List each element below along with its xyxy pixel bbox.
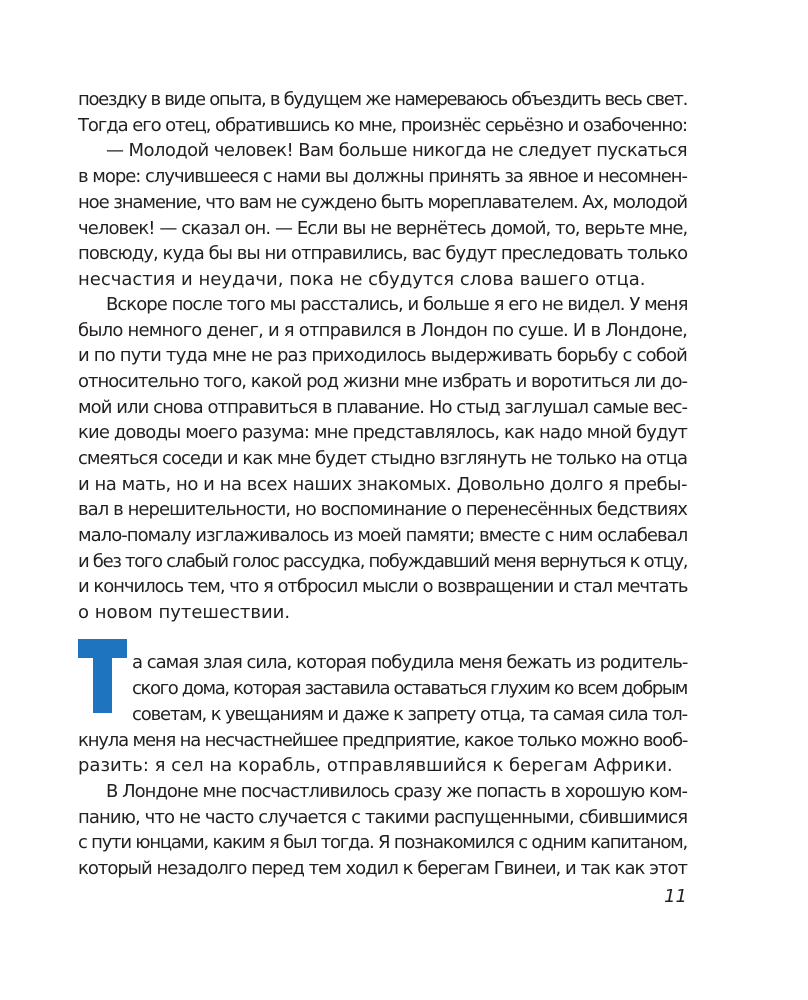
- text-line: ное знамение, что вам не суждено быть мореплавателем. Ах, молодой: [78, 192, 687, 213]
- text-line: мой или снова отправиться в плавание. Но стыд заглушал самые вес-: [78, 397, 688, 418]
- text-line: кие доводы моего разума: мне представлялось, как надо мной будут: [78, 422, 688, 443]
- text-line: — Молодой человек! Вам больше никогда не следует пускаться: [106, 140, 688, 161]
- text-line: человек! — сказал он. — Если вы не вернётесь домой, то, верьте мне,: [78, 218, 688, 239]
- text-line: Тогда его отец, обратившись ко мне, произнёс серьёзно и озабоченно:: [78, 115, 687, 136]
- drop-cap: [78, 639, 127, 713]
- text-line: в море: случившееся с нами вы должны принять за явное и несомнен-: [78, 166, 687, 187]
- text-line: и на мать, но и на всех наших знакомых. Довольно долго я пребы-: [78, 474, 688, 495]
- text-line: повсюду, куда бы вы ни отправились, вас будут преследовать только: [78, 243, 688, 264]
- drop-cap-letter: Т: [101, 700, 104, 702]
- text-line: относительно того, какой род жизни мне избрать и воротиться ли до-: [78, 371, 687, 392]
- text-line: панию, что не часто случается с такими распущенными, сбившимися: [78, 807, 688, 828]
- text-line: и кончилось тем, что я отбросил мысли о возвращении и стал мечтать: [78, 576, 688, 597]
- text-line: и по пути туда мне не раз приходилось выдерживать борьбу с собой: [78, 345, 687, 366]
- text-line: смеяться соседи и как мне будет стыдно взглянуть не только на отца: [78, 448, 688, 469]
- text-line: кнула меня на несчастнейшее предприятие, какое только можно вооб-: [78, 730, 688, 751]
- text-line: о новом путешествии.: [78, 602, 291, 623]
- text-line: советам, к увещаниям и даже к запрету отца, та самая сила тол-: [132, 704, 687, 725]
- text-line: а самая злая сила, которая побудила меня бежать из родитель-: [132, 652, 688, 673]
- text-line: разить: я сел на корабль, отправлявшийся к берегам Африки.: [78, 755, 673, 776]
- page-number: 11: [664, 886, 687, 907]
- text-line: ского дома, которая заставила оставаться глухим ко всем добрым: [132, 678, 687, 699]
- text-line: поездку в виде опыта, в будущем же намереваюсь объездить весь свет.: [78, 89, 687, 110]
- text-line: и без того слабый голос рассудка, побуждавший меня вернуться к отцу,: [78, 551, 688, 572]
- text-line: Вскоре после того мы расстались, и больше я его не видел. У меня: [106, 294, 688, 315]
- text-line: было немного денег, и я отправился в Лондон по суше. И в Лондоне,: [78, 320, 687, 341]
- text-line: который незадолго перед тем ходил к берегам Гвинеи, и так как этот: [78, 858, 687, 879]
- text-line: несчастия и неудачи, пока не сбудутся слова вашего отца.: [78, 269, 646, 290]
- text-line: вал в нерешительности, но воспоминание о перенесённых бедствиях: [78, 499, 687, 520]
- text-line: с пути юнцами, каким я был тогда. Я познакомился с одним капитаном,: [78, 832, 687, 853]
- text-line: В Лондоне мне посчастливилось сразу же попасть в хорошую ком-: [106, 781, 687, 802]
- text-line: мало-помалу изглаживалось из моей памяти; вместе с ним ослабевал: [78, 525, 688, 546]
